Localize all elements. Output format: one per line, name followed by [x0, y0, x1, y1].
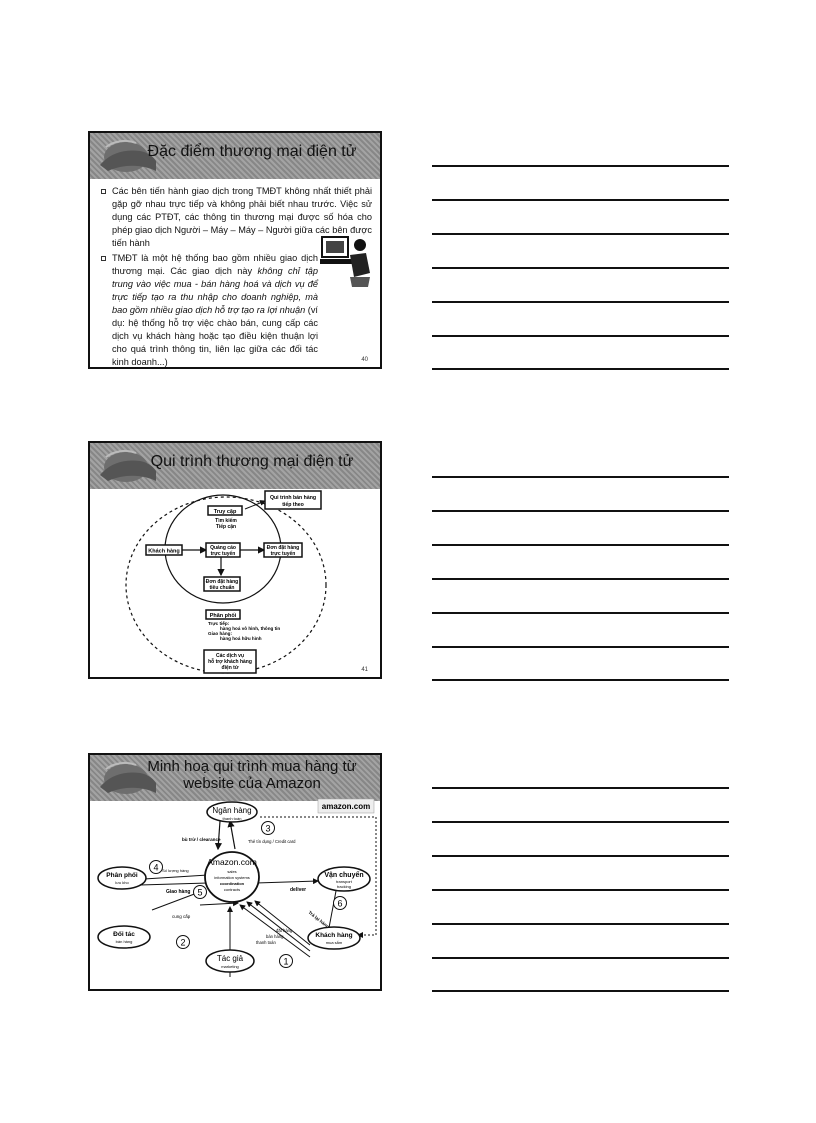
label-tac-gia: Tác giả [216, 954, 244, 963]
label-transport: transport [336, 879, 352, 884]
step-2: 2 [180, 937, 186, 948]
computer-user-clipart-icon [320, 233, 372, 289]
label-thanh-toan: thanh toán [222, 816, 242, 821]
step-6: 6 [337, 898, 343, 909]
label-truc-tiep: Trực tiếp: [208, 621, 230, 626]
label-dich-vu-2: hỗ trợ khách hàng [208, 659, 252, 665]
slide-2 [88, 441, 382, 679]
label-bu-tru: bù trừ / clearance [182, 837, 221, 842]
slide-header [90, 133, 380, 179]
label-phan-phoi: Phân phối [106, 872, 138, 879]
step-1: 1 [283, 956, 289, 967]
label-truc-tiep-desc: hàng hoá vô hình, thông tin [220, 626, 281, 631]
label-quang-cao-2: trực tuyến [210, 551, 236, 557]
label-so-luong-hang: Số lượng hàng [162, 868, 189, 873]
label-khach-hang: Khách hàng [315, 932, 353, 939]
label-giao-hang: Giao hàng [166, 889, 191, 895]
label-ban-hang-doi-tac: bán hàng [115, 939, 133, 944]
label-phan-phoi: Phân phối [209, 613, 237, 619]
svg-text:amazon.com: amazon.com [321, 802, 371, 811]
label-truy-cap: Truy cập [213, 509, 237, 515]
label-contracts: contracts [223, 887, 241, 892]
label-marketing: marketing [221, 964, 239, 969]
label-ban-hang: bán hàng [266, 934, 284, 939]
label-don-tc-1: Đơn đặt hàng [205, 579, 239, 585]
amazon-process-diagram [90, 795, 380, 983]
label-ngan-hang: Ngân hàng [212, 806, 252, 815]
label-tracking: tracking [336, 884, 352, 889]
slide-title: Minh hoạ qui trình mua hàng từ website của Amazon [147, 758, 357, 792]
label-amazon: Amazon.com [207, 857, 257, 867]
label-giao-hang-desc: hàng hoá hữu hình [220, 636, 262, 641]
label-deliver: deliver [290, 887, 307, 893]
label-don-dat-2: trực tuyến [270, 551, 296, 557]
label-tim-kiem: Tìm kiếm [215, 518, 237, 524]
slide-number: 40 [361, 357, 368, 363]
label-sales: sales [227, 869, 237, 874]
slide-header [90, 443, 380, 489]
label-dat-hang: đặt hàng [276, 928, 293, 933]
amazon-logo [318, 799, 374, 813]
label-doi-tac: Đối tác [113, 931, 135, 938]
slide-3 [88, 753, 382, 991]
label-khach-hang: Khách hàng [148, 548, 180, 555]
slide-number: 41 [361, 667, 368, 673]
label-tiep-can: Tiếp cận [215, 524, 237, 530]
label-don-tc-2: tiêu chuẩn [209, 585, 235, 591]
slide-title: Đặc điểm thương mại điện tử [147, 143, 357, 160]
label-qui-trinh-2: tiếp theo [282, 502, 304, 508]
bullet-item: Các bên tiến hành giao dịch trong TMĐT không nhất thiết phải gặp gỡ nhau trực tiếp và không phải biết nhau trước. Việc sử dụng các PTĐT, các thông tin thương mại được số hóa cho phép giao dịch Người – Máy – Máy – Người giữa các bên được tiến hành [100, 185, 372, 250]
label-qui-trinh-1: Qui trình bán hàng [269, 495, 317, 501]
label-quang-cao-1: Quảng cáo [210, 545, 236, 551]
slide-1 [88, 131, 382, 369]
label-dich-vu-3: điện tử [221, 665, 239, 671]
bullet-item: TMĐT là một hệ thống bao gồm nhiều giao dịch thương mại. Các giao dịch này không chỉ tập trung vào việc mua - bán hàng hoá và dịch vụ để trực tiếp tạo ra thu nhập cho doanh nghiệp, mà bao gồm nhiều giao dịch hỗ trợ tạo ra lợi nhuận (ví dụ: hệ thống hỗ trợ việc chào bán, cung cấp các dịch vụ khách hàng hoặc tạo điều kiện thuận lợi cho quá trình thông tin, liên lạc giữa các đối tác kinh doanh...) [100, 252, 372, 369]
step-5: 5 [197, 887, 203, 898]
label-luu-kho: lưu kho [115, 880, 129, 885]
label-info-systems: information systems [214, 875, 250, 880]
step-4: 4 [153, 862, 159, 873]
label-mua-sam: mua sắm [325, 940, 343, 945]
label-dich-vu-1: Các dịch vụ [215, 653, 245, 659]
slide-title: Qui trình thương mại điện tử [150, 453, 354, 470]
label-van-chuyen: Vận chuyển [324, 872, 364, 879]
label-coordination: coordination [219, 881, 245, 886]
step-3: 3 [265, 823, 271, 834]
label-cung-cap: cung cấp [172, 914, 191, 919]
label-don-dat-1: Đơn đặt hàng [266, 545, 300, 551]
ecommerce-process-diagram [90, 489, 380, 677]
label-thanh-toan-khach: thanh toán [256, 940, 276, 945]
label-giao-hang: Giao hàng: [208, 631, 232, 636]
label-tra-lai-hang: Trả lại hàng [307, 909, 331, 930]
label-the-tin-dung: Thẻ tín dụng / Credit card [248, 839, 296, 844]
